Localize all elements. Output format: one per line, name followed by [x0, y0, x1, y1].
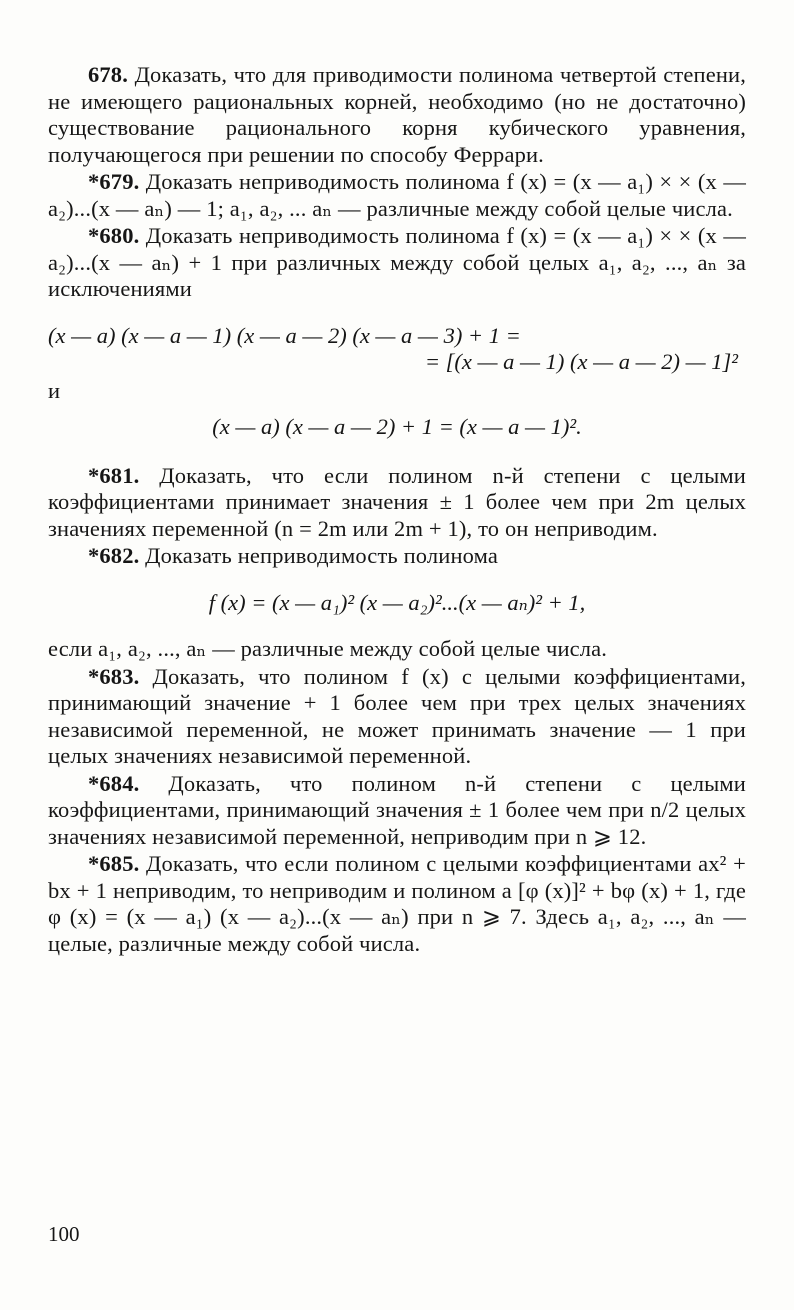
problem-683: [48, 664, 746, 770]
problem-text: Доказать, что полином f (x) с целыми коэффициентами, принимающий значение + 1 более чем при трех целых значениях независимой переменной, не может принимать значение — 1 при целых значениях независимой переменной.: [48, 663, 746, 768]
problem-680: [48, 223, 746, 303]
problem-text: Доказать неприводимость полинома: [145, 543, 499, 568]
problem-number: *684.: [88, 770, 140, 796]
problem-679: [48, 169, 746, 222]
problem-number: *680.: [88, 223, 140, 248]
formula-680-line2: = [(x — a — 1) (x — a — 2) — 1]²: [424, 349, 738, 374]
problem-text: Доказать, что для приводимости полинома четвертой степени, не имеющего рациональных корней, необходимо (но не достаточно) существование рационального корня кубического уравнения, получающегося при решении по способу Феррари.: [48, 62, 747, 167]
problem-number: *683.: [88, 663, 140, 689]
conjunction-and: и: [48, 377, 61, 403]
problem-681: [48, 463, 746, 543]
formula-682: f (x) = (x — a₁)² (x — a₂)²...(x — aₙ)² + 1,: [208, 589, 586, 615]
problem-number: 678.: [88, 62, 128, 87]
problem-number: *682.: [88, 543, 140, 568]
problem-684: [48, 771, 746, 851]
problem-678: [48, 62, 746, 168]
formula-680-line3: (x — a) (x — a — 2) + 1 = (x — a — 1)².: [212, 414, 582, 439]
problem-number: *685.: [88, 851, 140, 876]
problem-text: Доказать неприводимость полинома f (x) = (x — a₁) × × (x — a₂)...(x — aₙ) + 1 при различных между собой целых a₁, a₂, ..., aₙ за исключениями: [48, 223, 746, 301]
problem-number: *679.: [88, 169, 140, 194]
problem-text: Доказать неприводимость полинома f (x) = (x — a₁) × × (x — a₂)...(x — aₙ) — 1; a₁, a₂, ... aₙ — различные между собой целые числа.: [48, 169, 746, 221]
problem-text: Доказать, что если полином n-й степени с целыми коэффициентами принимает значения ± 1 более чем при 2m целых значениях переменной (n = 2m или 2m + 1), то он неприводим.: [48, 462, 746, 541]
page-number: 100: [48, 1222, 80, 1246]
problem-685: [48, 851, 746, 957]
problem-682: [48, 543, 746, 570]
formula-680-line1: (x — a) (x — a — 1) (x — a — 2) (x — a — 3) + 1 =: [48, 322, 521, 348]
problem-text: Доказать, что полином n-й степени с целыми коэффициентами, принимающий значения ± 1 более чем при n/2 целых значениях независимой переменной, неприводим при n ⩾ 12.: [48, 770, 747, 849]
problem-text: Доказать, что если полином с целыми коэффициентами ax² + bx + 1 неприводим, то неприводим и полином a [φ (x)]² + bφ (x) + 1, где φ (x) = (x — a₁) (x — a₂)...(x — aₙ) при n ⩾ 7. Здесь a₁, a₂, ..., aₙ — целые, различные между собой числа.: [48, 851, 746, 956]
problem-number: *681.: [88, 462, 140, 488]
formula-682-condition: если a₁, a₂, ..., aₙ — различные между собой целые числа.: [48, 636, 608, 661]
